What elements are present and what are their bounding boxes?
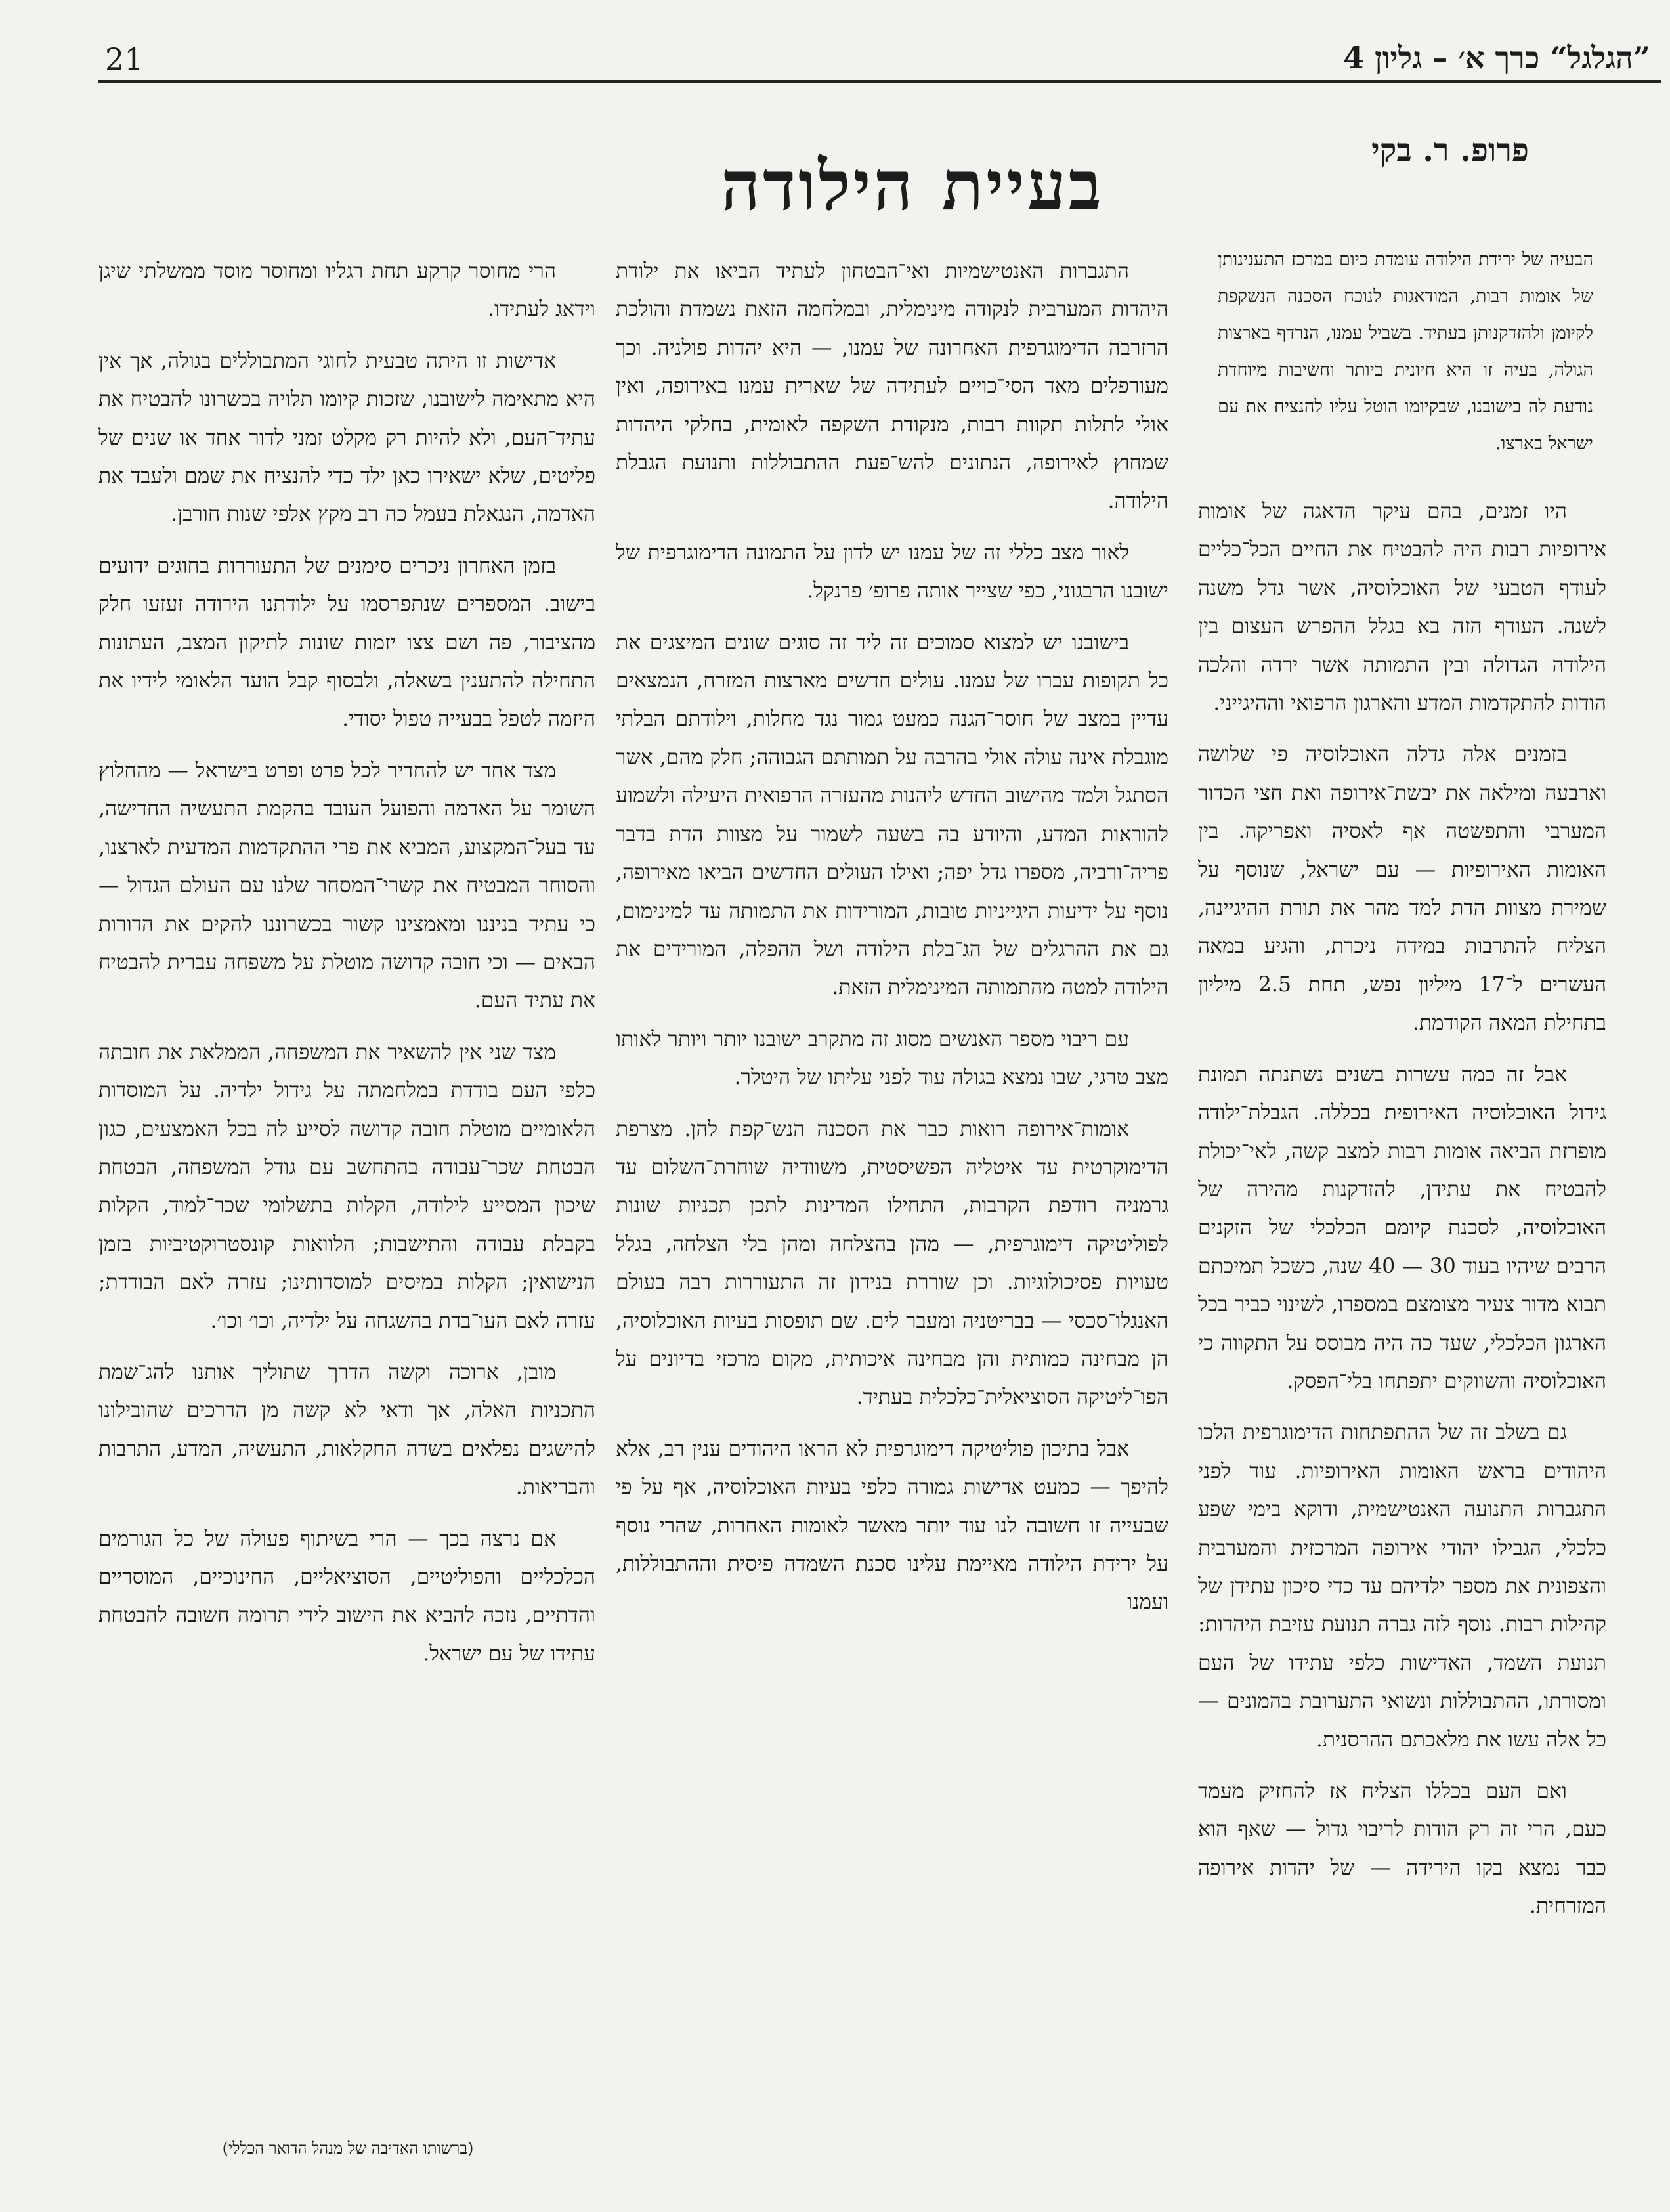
column-middle [616,252,1168,2196]
paragraph: אדישות זו היתה טבעית לחוגי המתבוללים בגולה, אך אין היא מתאימה לישובנו, שזכות קיומו תלויה בכשרונו להבטיח את עתיד־העם, ולא להיות רק מקלט זמני לדור אחד או שנים של פליטים, שלא ישאירו כאן ילד כדי להנציח את שמם ולעבד את האדמה, הנגאלת בעמל כה רב מקץ אלפי שנות חורבן. [98,349,595,527]
intro-paragraph: הבעיה של ירידת הילודה עומדת כיום במרכז התענינותן של אומות רבות, המודאגות לנוכח הסכנה הנשקפת לקיומן ולהזדקנותן בעתיד. בשביל עמנו, הנרדף בארצות הגולה, בעיה זו היא חיונית ביותר וחשיבות מיוחדת נודעת לה בישובנו, שבקיומו הוטל עליו להנציח את עם ישראל בארצו. [1218,249,1593,454]
paragraph: בזמנים אלה גדלה האוכלוסיה פי שלושה וארבעה ומילאה את יבשת־אירופה ואת חצי הכדור המערבי והתפשטה אף לאסיה ואפריקה. בין האומות האירופיות — עם ישראל, שנוסף על שמירת מצוות הדת למד מהר את תורת ההיגיינה, הצליח להתרבות במידה ניכרת, והגיע במאה העשרים ל־17 מיליון נפש, תחת 2.5 מיליון בתחילת המאה הקודמת. [1198,743,1606,1035]
paragraph: מצד אחד יש להחדיר לכל פרט ופרט בישראל — מהחלוץ השומר על האדמה והפועל העובד בהקמת התעשיה החדישה, עד בעל־המקצוע, המביא את פרי ההתקדמות המדעית לארצנו, והסוחר המבטיח את קשרי־המסחר שלנו עם העולם הגדול — כי עתיד בניננו ומאמצינו קשור בכשרוננו להקים את הדורות הבאים — וכי חובה קדושה מוטלת על משפחה עברית להבטיח את עתיד העם. [98,758,595,1013]
paragraph: היו זמנים, בהם עיקר הדאגה של אומות אירופיות רבות היה להבטיח את החיים הכל־כליים לעודף הטבעי של האוכלוסיה, אשר גדל משנה לשנה. העודף הזה בא בגלל ההפרש העצום בין הילודה הגדולה ובין התמותה אשר ירדה והלכה הודות להתקדמות המדע והארגון הרפואי וההיגייני. [1198,500,1606,716]
paragraph: הרי מחוסר קרקע תחת רגליו ומחוסר מוסד ממשלתי שיגן וידאג לעתידו. [98,259,595,322]
paragraph: אם נרצה בכך — הרי בשיתוף פעולה של כל הגורמים הכלכליים והפוליטיים, הסוציאליים, החינוכיים, המוסריים והדתיים, נזכה להביא את הישוב לידי תרומה חשובה להבטחת עתידו של עם ישראל. [98,1527,595,1666]
paragraph: אבל זה כמה עשרות בשנים נשתנתה תמונת גידול האוכלוסיה האירופית בכללה. הגבלת־ילודה מופרזת הביאה אומות רבות למצב קשה, לאי־יכולת להבטיח את עתידן, להזדקנות מהירה של האוכלוסיה, לסכנת קיומם הכלכלי של הזקנים הרבים שיהיו בעוד 30 — 40 שנה, כשכל תמיכתם תבוא מדור צעיר מצומצם במספרו, לשינוי כביר בכל הארגון הכלכלי, שעד כה היה מבוסס על התקווה כי האוכלוסיה והשווקים יתפתחו בלי־הפסק. [1198,1062,1606,1393]
credit-footnote: (ברשותו האדיבה של מנהל הדואר הכללי) [222,2139,474,2158]
header-rule [98,80,1661,83]
page-number: 21 [105,41,144,77]
paragraph: עם ריבוי מספר האנשים מסוג זה מתקרב ישובנו יותר ויותר לאותו מצב טרגי, שבו נמצא בגולה עוד לפני עליתו של היטלר. [616,1027,1168,1090]
paragraph: מצד שני אין להשאיר את המשפחה, הממלאת את חובתה כלפי העם בודדת במלחמתה על גידול ילדיה. על המוסדות הלאומיים מוטלת חובה קדושה לסייע לה בכל האמצעים, כגון הבטחת שכר־עבודה בהתחשב עם גודל המשפחה, הבטחת שיכון המסייע לילודה, הקלות בתשלומי שכר־למוד, הקלות בקבלת עבודה והתישבות; הלוואות קונסטרוקטיביות בזמן הנישואין; הקלות במיסים למוסדותינו; עזרה לאם הבודדת; עזרה לאם העו־בדת בהשגחה על ילדיה, וכו׳ וכו׳. [98,1040,595,1333]
paragraph: התגברות האנטישמיות ואי־הבטחון לעתיד הביאו את ילודת היהדות המערבית לנקודה מינימלית, ובמלחמה הזאת נשמדת והולכת הרזרבה הדימוגרפית האחרונה של עמנו, — היא יהדות פולניה. וכך מעורפלים מאד הסי־כויים לעתידה של שארית עמנו באירופה, ואין אולי לתלות תקוות רבות, מנקודת השקפה לאומית, בחלקי היהדות שמחוץ לאירופה, הנתונים להש־פעת ההתבוללות ותנועת הגבלת הילודה. [616,259,1168,513]
column-left [98,252,595,2077]
paragraph: אומות־אירופה רואות כבר את הסכנה הנש־קפת להן. מצרפת הדימוקרטית עד איטליה הפשיסטית, משוודיה שוחרת־השלום עד גרמניה רודפת הקרבות, התחילו המדינות לתכן תכניות שונות לפוליטיקה דימוגרפית, — מהן בהצלחה ומהן בלי הצלחה, בגלל טעויות פסיכולוגיות. וכן שוררת בנידון זה התעוררות רבה בעולם האנגלו־סכסי — בבריטניה ומעבר לים. שם תופסות בעיות האוכלוסיה, הן מבחינה כמותית והן מבחינה איכותית, מקום מרכזי בדיונים על הפו־ליטיקה הסוציאלית־כלכלית בעתיד. [616,1117,1168,1410]
paragraph: אבל בתיכון פוליטיקה דימוגרפית לא הראו היהודים ענין רב, אלא להיפך — כמעט אדישות גמורה כלפי בעיות האוכלוסיה, אף על פי שבעייה זו חשובה לנו עוד יותר מאשר לאומות האחרות, שהרי נוסף על ירידת הילודה מאיימת עלינו סכנת השמדה פיסית וההתבוללות, ועמנו [616,1437,1168,1615]
paragraph: לאור מצב כללי זה של עמנו יש לדון על התמונה הדימוגרפית של ישובנו הרבגוני, כפי שצייר אותה פרופ׳ פרנקל. [616,540,1168,603]
paragraph: גם בשלב זה של ההתפתחות הדימוגרפית הלכו היהודים בראש האומות האירופיות. עוד לפני התגברות התנועה האנטישמית, ודוקא בימי שפע כלכלי, הגבילו יהודי אירופה המרכזית והמערבית והצפונית את מספר ילדיהם עד כדי סיכון עתידן של קהילות רבות. נוסף לזה גברה תנועת עזיבת היהדות: תנועת השמד, האדישות כלפי עתידו של העם ומסורתו, ההתבוללות ונשואי התערובת בהמונים — כל אלה עשו את מלאכתם ההרסנית. [1198,1421,1606,1752]
paragraph: בישובנו יש למצוא סמוכים זה ליד זה סוגים שונים המיצגים את כל תקופות עברו של עמנו. עולים חדשים מארצות המזרח, הנמצאים עדיין במצב של חוסר־הגנה כמעט גמור נגד מחלות, וילודתם הבלתי מוגבלת אינה עולה אולי בהרבה על תמותתם הגבוהה; חלק מהם, אשר הסתגל ולמד מהישוב החדש ליהנות מהעזרה הרפואית היעילה ולשמוע להוראות המדע, והיודע בה בשעה לשמור על מצוות הדת בדבר פריה־ורביה, מספרו גדל יפה; ואילו העולים החדשים הביאו מאירופה, נוסף על ידיעות היגייניות טובות, המורידות את התמותה עד למינימום, גם את ההרגלים של הג־בלת הילודה ושל ההפלה, המורידים את הילודה למטה מהתמותה המינימלית הזאת. [616,630,1168,1000]
paragraph: בזמן האחרון ניכרים סימנים של התעוררות בחוגים ידועים בישוב. המספרים שנתפרסמו על ילודתנו הירודה זעזעו חלק מהציבור, פה ושם צצו יזמות שונות לתיקון המצב, העתונות התחילה להתענין בשאלה, ולבסוף קבל הועד הלאומי לידיו את היזמה לטפל בבעייה טפול יסודי. [98,553,595,731]
column-right [1198,228,1606,2119]
paragraph: מובן, ארוכה וקשה הדרך שתוליך אותנו להג־שמת התכניות האלה, אך ודאי לא קשה מן הדרכים שהובילונו להישגים נפלאים בשדה החקלאות, התעשיה, המדע, התרבות והבריאות. [98,1360,595,1500]
author-byline: פרופ. ר. בקי [1371,132,1529,169]
running-head: ”הגלגל“ כרך א׳ – גליון 4 [1343,40,1650,76]
article-title: בעיית הילודה [721,145,1104,226]
paragraph: ואם העם בכללו הצליח אז להחזיק מעמד כעם, הרי זה רק הודות לריבוי גדול — שאף הוא כבר נמצא בקו הירידה — של יהדות אירופה המזרחית. [1198,1779,1606,1919]
